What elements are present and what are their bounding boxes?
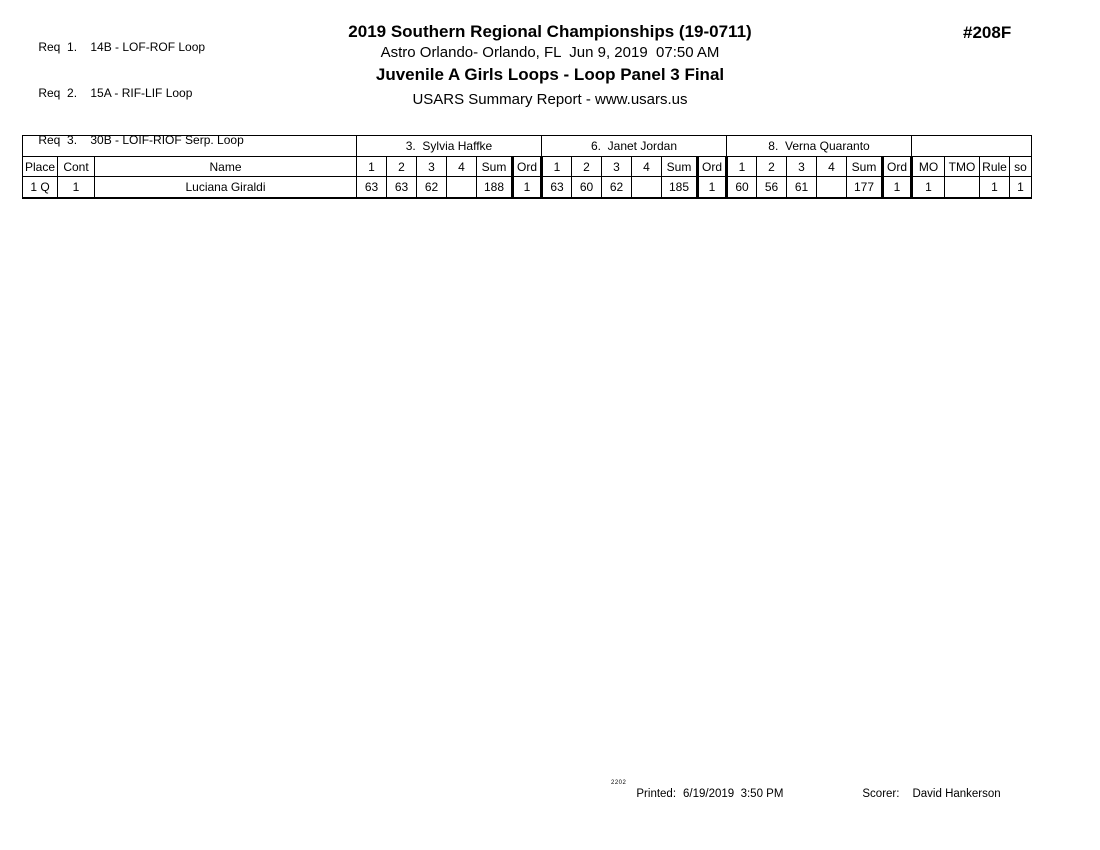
col-header-score2: 2: [387, 157, 417, 177]
sum-cell: 188: [477, 177, 513, 198]
requirement-value: 30B - LOIF-RIOF Serp. Loop: [90, 132, 244, 147]
software-version: 2202: [611, 780, 627, 786]
score-cell: [447, 177, 477, 198]
score-cell: 63: [542, 177, 572, 198]
col-header-ord: Ord: [883, 157, 912, 177]
table-corner-spacer: [912, 136, 1032, 157]
col-header-tmo: TMO: [945, 157, 980, 177]
col-header-sum: Sum: [847, 157, 883, 177]
sum-cell: 185: [662, 177, 698, 198]
col-header-score2: 2: [572, 157, 602, 177]
col-header-place: Place: [23, 157, 58, 177]
score-cell: 60: [572, 177, 602, 198]
place-cell: 1 Q: [23, 177, 58, 198]
col-header-rule: Rule: [980, 157, 1010, 177]
score-cell: 60: [727, 177, 757, 198]
col-header-score3: 3: [602, 157, 632, 177]
requirement-label: Req 1.: [38, 39, 78, 54]
judge-name-cell: 3. Sylvia Haffke: [357, 136, 542, 157]
ordinal-cell: 1: [883, 177, 912, 198]
mo-cell: 1: [912, 177, 945, 198]
printed-timestamp: [630, 776, 783, 800]
printed-label: Printed:: [636, 788, 677, 800]
sum-cell: 177: [847, 177, 883, 198]
doc-number: #208F: [963, 23, 1012, 42]
column-header-row: [23, 157, 1032, 177]
event-title: Juvenile A Girls Loops - Loop Panel 3 Final: [375, 65, 725, 84]
judge-name-cell: 6. Janet Jordan: [542, 136, 727, 157]
col-header-so: so: [1010, 157, 1032, 177]
col-header-score4: 4: [632, 157, 662, 177]
venue-date-line: Astro Orlando- Orlando, FL Jun 9, 2019 07:50 AM: [380, 44, 720, 61]
col-header-score4: 4: [817, 157, 847, 177]
requirement-value: 14B - LOF-ROF Loop: [90, 39, 206, 54]
skater-name-cell: Luciana Giraldi: [95, 177, 357, 198]
so-cell: 1: [1010, 177, 1032, 198]
col-header-score2: 2: [757, 157, 787, 177]
score-cell: 56: [757, 177, 787, 198]
judge-header-row: [23, 136, 1032, 157]
rule-cell: 1: [980, 177, 1010, 198]
col-header-sum: Sum: [477, 157, 513, 177]
scorer-value: David Hankerson: [912, 788, 1001, 800]
col-header-ord: Ord: [513, 157, 542, 177]
score-cell: 62: [602, 177, 632, 198]
col-header-mo: MO: [912, 157, 945, 177]
col-header-score3: 3: [787, 157, 817, 177]
col-header-score3: 3: [417, 157, 447, 177]
col-header-score1: 1: [357, 157, 387, 177]
col-header-cont: Cont: [58, 157, 95, 177]
col-header-score1: 1: [727, 157, 757, 177]
score-cell: [817, 177, 847, 198]
scorer-label: Scorer:: [862, 788, 900, 800]
scorer-credit: [856, 776, 1001, 800]
requirement-value: 15A - RIF-LIF Loop: [90, 86, 193, 100]
printed-value: 6/19/2019 3:50 PM: [683, 788, 784, 800]
contestant-number-cell: 1: [58, 177, 95, 198]
result-row: [23, 177, 1032, 198]
col-header-score4: 4: [447, 157, 477, 177]
table-corner-spacer: [23, 136, 357, 157]
score-cell: [632, 177, 662, 198]
score-cell: 63: [387, 177, 417, 198]
col-header-sum: Sum: [662, 157, 698, 177]
score-cell: 61: [787, 177, 817, 198]
requirement-label: Req 3.: [38, 132, 78, 147]
championship-title: 2019 Southern Regional Championships (19-0711): [348, 22, 752, 41]
ordinal-cell: 1: [513, 177, 542, 198]
results-table: [22, 132, 1032, 199]
col-header-score1: 1: [542, 157, 572, 177]
score-cell: 63: [357, 177, 387, 198]
tmo-cell: [945, 177, 980, 198]
requirement-label: Req 2.: [38, 86, 78, 100]
report-subtitle: USARS Summary Report - www.usars.us: [412, 91, 688, 108]
col-header-name: Name: [95, 157, 357, 177]
col-header-ord: Ord: [698, 157, 727, 177]
judge-name-cell: 8. Verna Quaranto: [727, 136, 912, 157]
ordinal-cell: 1: [698, 177, 727, 198]
score-cell: 62: [417, 177, 447, 198]
